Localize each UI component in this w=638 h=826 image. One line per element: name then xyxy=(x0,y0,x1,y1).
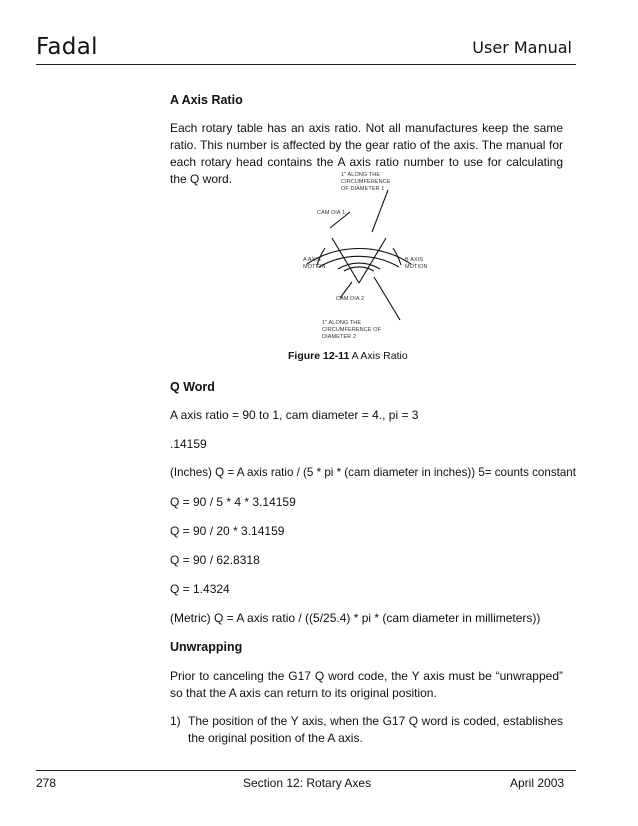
label-along-dia1: 1" ALONG THE CIRCUMFERENCE OF DIAMETER 1 xyxy=(341,172,391,192)
footer-date: April 2003 xyxy=(510,776,565,790)
q-word-line: Q = 90 / 62.8318 xyxy=(170,553,260,567)
leader-along-dia1 xyxy=(372,190,388,232)
radial-right xyxy=(359,238,386,283)
label-cam-dia2: CAM DIA 2 xyxy=(336,296,365,302)
q-word-line: A axis ratio = 90 to 1, cam diameter = 4., pi = 3 xyxy=(170,408,419,422)
leader-along-dia2 xyxy=(374,277,400,320)
q-word-line: Q = 90 / 20 * 3.14159 xyxy=(170,524,285,538)
footer-section: Section 12: Rotary Axes xyxy=(243,776,372,790)
inner-arc xyxy=(338,263,380,269)
label-along-dia2: 1" ALONG THE CIRCUMFERENCE OF DIAMETER 2 xyxy=(322,320,382,340)
outer-arc-inner xyxy=(319,256,399,267)
list-item-text: The position of the Y axis, when the G17 Q word is coded, establishes the original position of the A axis. xyxy=(188,714,563,745)
label-b-axis-motion: B AXIS MOTION xyxy=(405,257,428,270)
list-item-number: 1) xyxy=(170,714,181,728)
heading-unwrapping: Unwrapping xyxy=(170,640,243,654)
heading-q-word: Q Word xyxy=(170,380,215,394)
header-rule xyxy=(36,64,576,65)
q-word-line: .14159 xyxy=(170,437,207,451)
brand-logo: Fadal xyxy=(36,34,98,60)
figure-number: Figure 12-11 xyxy=(288,350,350,362)
q-word-line: (Inches) Q = A axis ratio / (5 * pi * (cam diameter in inches)) 5= counts constant xyxy=(170,466,576,479)
q-word-line: Q = 1.4324 xyxy=(170,582,230,596)
a-axis-ratio-paragraph: Each rotary table has an axis ratio. Not all manufactures keep the same ratio. This number is affected by the gear ratio of the axis. The manual for each rotary head contains the A axis ratio number to use for calculating the Q word. xyxy=(170,121,563,186)
page-number: 278 xyxy=(36,776,57,790)
unwrapping-paragraph: Prior to canceling the G17 Q word code, the Y axis must be “unwrapped” so that the A axis can return to its original position. xyxy=(170,669,563,700)
heading-a-axis-ratio: A Axis Ratio xyxy=(170,93,243,107)
label-a-axis-motion: A AXIS MOTION xyxy=(303,257,326,270)
footer-rule xyxy=(36,770,576,771)
label-cam-dia1: CAM DIA 1 xyxy=(317,210,346,216)
figure-title: A Axis Ratio xyxy=(351,350,408,362)
q-word-line: Q = 90 / 5 * 4 * 3.14159 xyxy=(170,495,296,509)
inner-arc-inner xyxy=(344,267,374,271)
radial-left xyxy=(332,238,359,283)
figure-caption xyxy=(288,350,408,362)
q-word-line: (Metric) Q = A axis ratio / ((5/25.4) * pi * (cam diameter in millimeters)) xyxy=(170,611,541,625)
manual-title: User Manual xyxy=(472,38,572,57)
